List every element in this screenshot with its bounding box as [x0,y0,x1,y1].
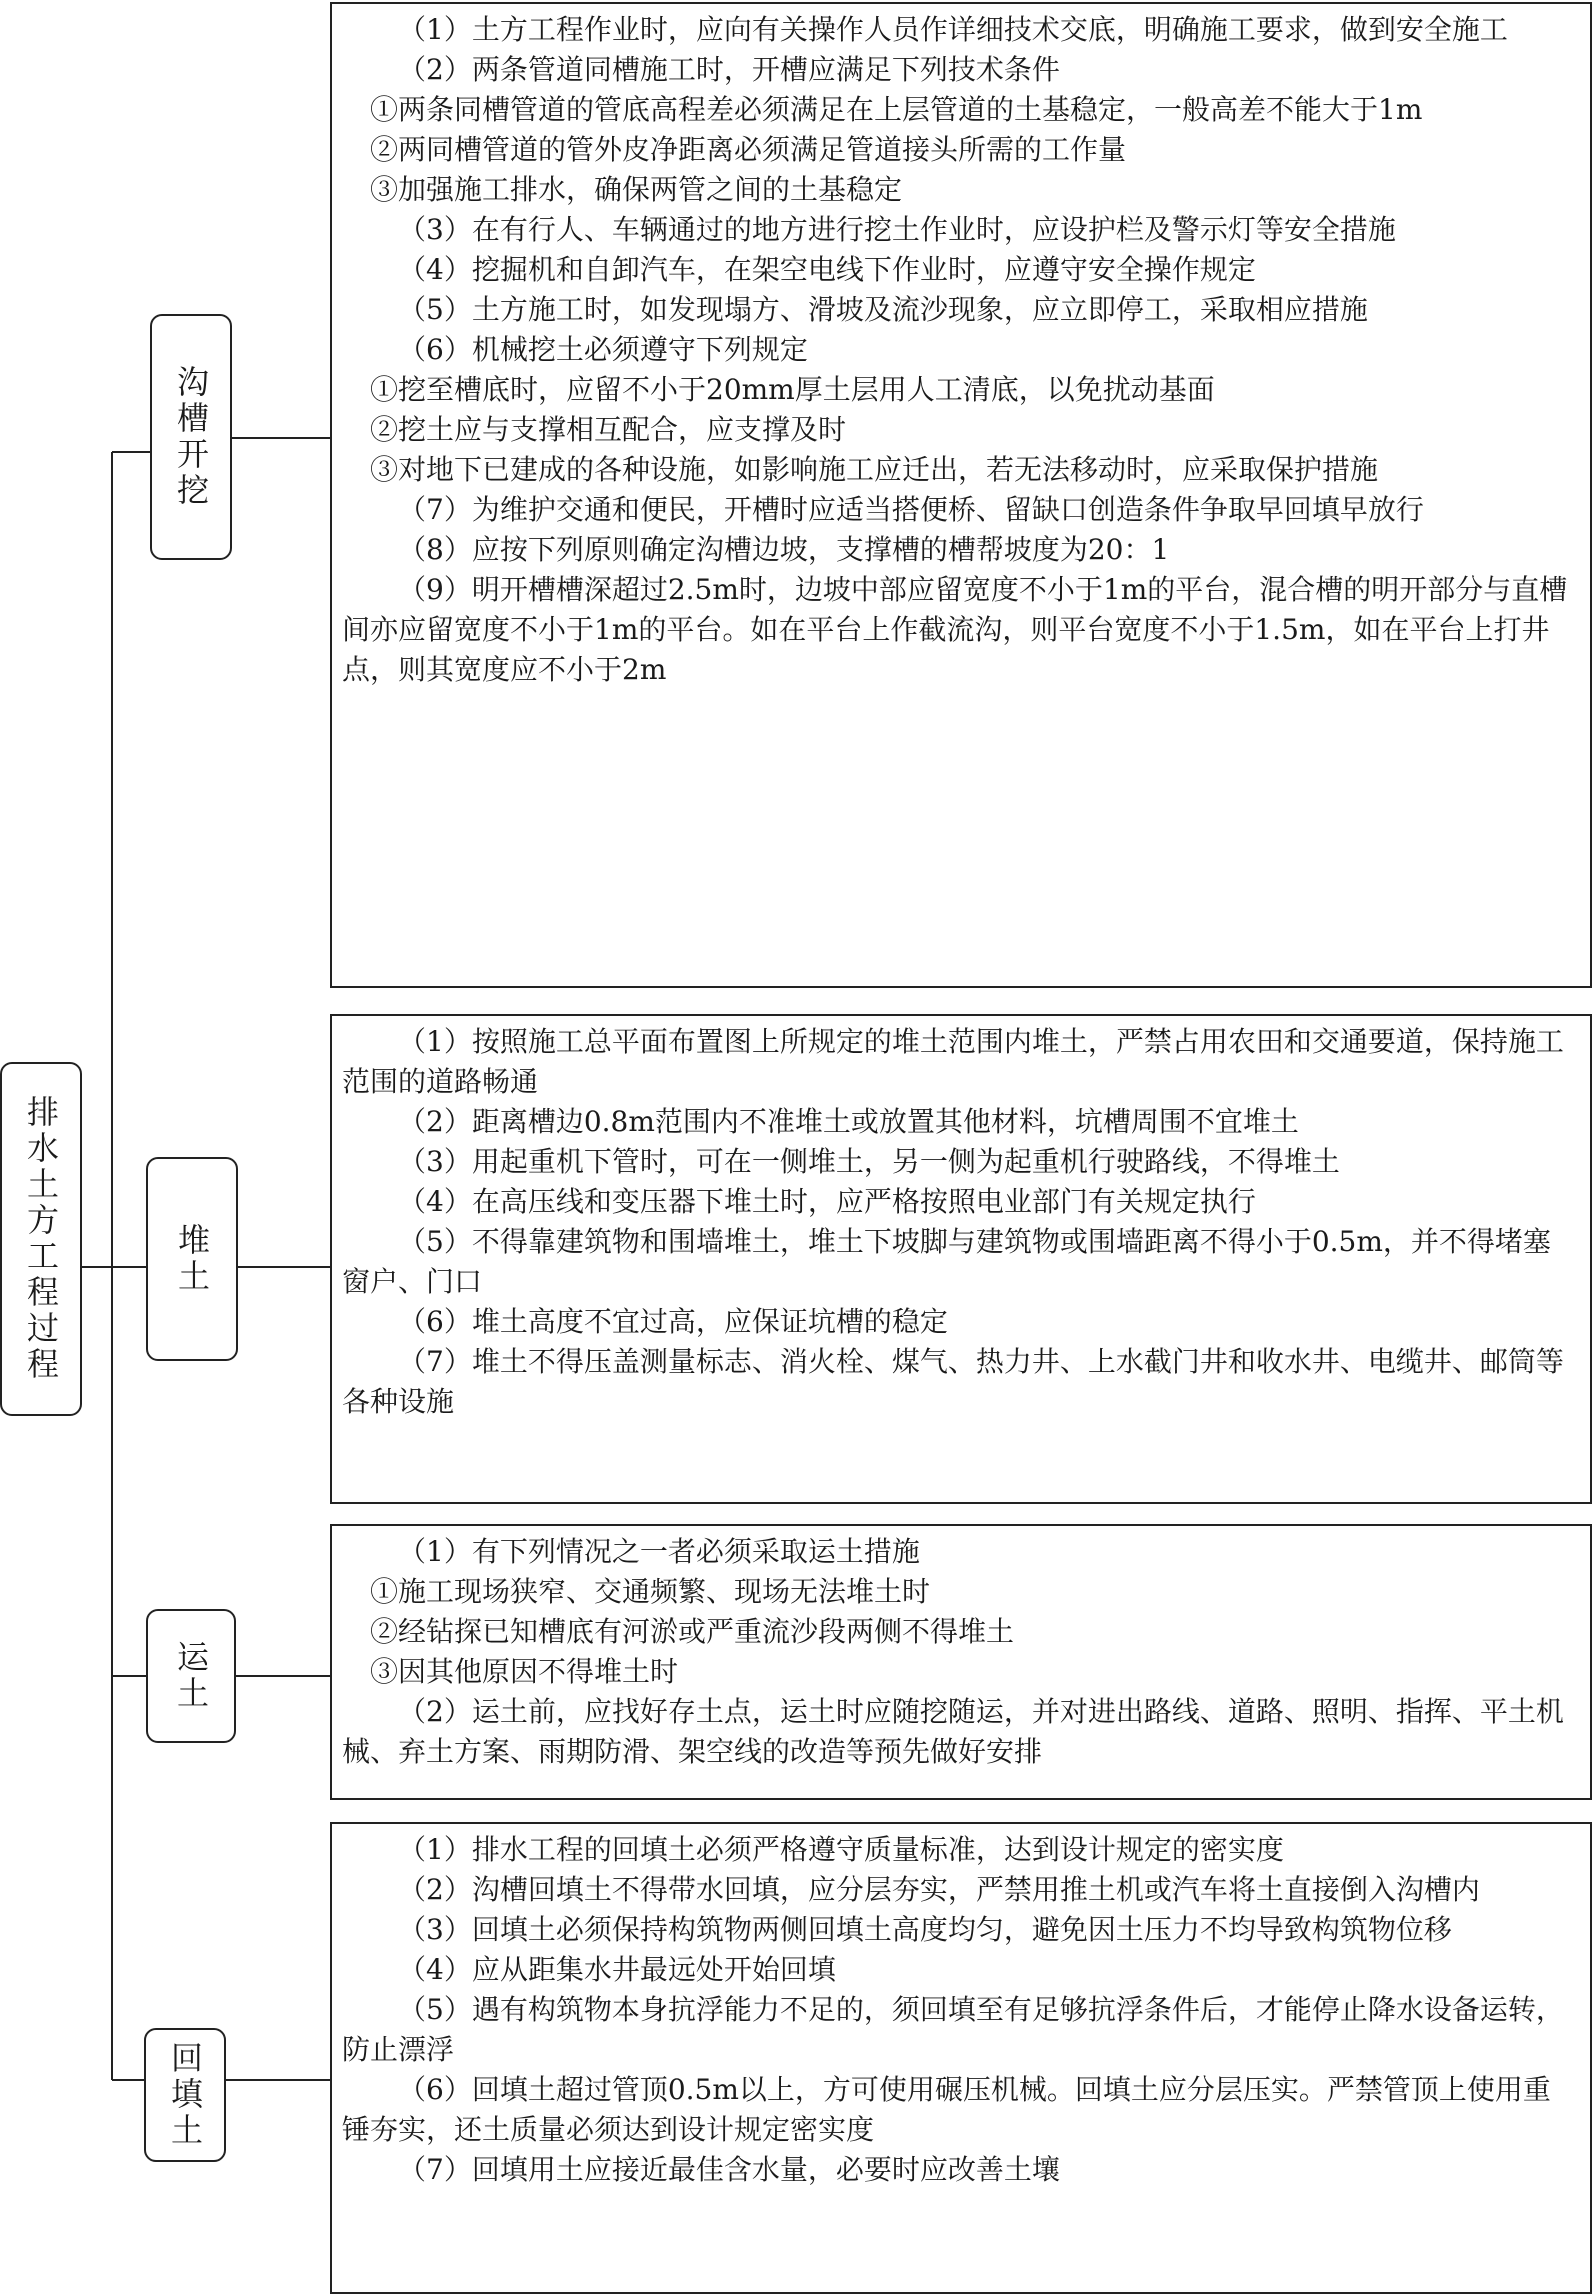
branch-node-soil-transport [146,1609,236,1743]
panel-sub-item: ③因其他原因不得堆土时 [370,1655,679,1688]
panel-item: （6）机械挖土必须遵守下列规定 [398,333,808,366]
panel-item: （1）排水工程的回填土必须严格遵守质量标准，达到设计规定的密实度 [398,1833,1284,1866]
panel-item: （3）回填土必须保持构筑物两侧回填土高度均匀，避免因土压力不均导致构筑物位移 [398,1913,1452,1946]
panel-item: （2）沟槽回填土不得带水回填，应分层夯实，严禁用推土机或汽车将土直接倒入沟槽内 [398,1873,1480,1906]
panel-item: （4）挖掘机和自卸汽车，在架空电线下作业时，应遵守安全操作规定 [398,253,1256,286]
panel-sub-item: ②两同槽管道的管外皮净距离必须满足管道接头所需的工作量 [370,133,1127,166]
panel-trench-excavation [330,2,1592,988]
panel-item: （7）为维护交通和便民，开槽时应适当搭便桥、留缺口创造条件争取早回填早放行 [398,493,1424,526]
panel-sub-item: ①施工现场狭窄、交通频繁、现场无法堆土时 [370,1575,931,1608]
panel-item: （3）在有行人、车辆通过的地方进行挖土作业时，应设护栏及警示灯等安全措施 [398,213,1396,246]
panel-sub-item: ③对地下已建成的各种设施，如影响施工应迁出，若无法移动时，应采取保护措施 [370,453,1379,486]
panel-sub-item: ②经钻探已知槽底有河淤或严重流沙段两侧不得堆土 [370,1615,1015,1648]
panel-item: （8）应按下列原则确定沟槽边坡，支撑槽的槽帮坡度为20：1 [398,533,1170,566]
panel-item: （7）堆土不得压盖测量标志、消火栓、煤气、热力井、上水截门井和收水井、电缆井、邮筒等各种设施 [342,1345,1564,1418]
panel-sub-item: ①挖至槽底时，应留不小于20mm厚土层用人工清底，以免扰动基面 [370,373,1215,406]
branch-node-trench-excavation [150,314,232,560]
branch-label: 堆土 [173,1223,211,1295]
panel-item: （2）距离槽边0.8m范围内不准堆土或放置其他材料，坑槽周围不宜堆土 [398,1105,1299,1138]
root-node [0,1062,82,1416]
panel-item: （5）土方施工时，如发现塌方、滑坡及流沙现象，应立即停工，采取相应措施 [398,293,1368,326]
panel-item: （2）运土前，应找好存土点，运土时应随挖随运，并对进出路线、道路、照明、指挥、平土机械、弃土方案、雨期防滑、架空线的改造等预先做好安排 [342,1695,1564,1768]
panel-backfill [330,1822,1592,2294]
panel-item: （1）有下列情况之一者必须采取运土措施 [398,1535,920,1568]
panel-soil-transport [330,1524,1592,1800]
branch-label: 沟槽开挖 [172,365,210,509]
panel-item: （7）回填用土应接近最佳含水量，必要时应改善土壤 [398,2153,1060,2186]
panel-item: （1）按照施工总平面布置图上所规定的堆土范围内堆土，严禁占用农田和交通要道，保持施工范围的道路畅通 [342,1025,1564,1098]
panel-sub-item: ②挖土应与支撑相互配合，应支撑及时 [370,413,847,446]
panel-soil-piling [330,1014,1592,1504]
panel-item: （2）两条管道同槽施工时，开槽应满足下列技术条件 [398,53,1060,86]
panel-item: （1）土方工程作业时，应向有关操作人员作详细技术交底，明确施工要求，做到安全施工 [398,13,1508,46]
panel-item: （9）明开槽槽深超过2.5m时，边坡中部应留宽度不小于1m的平台，混合槽的明开部分与直槽间亦应留宽度不小于1m的平台。如在平台上作截流沟，则平台宽度不小于1.5m，如在平台上打井点，则其宽度应不小于2m [342,573,1568,686]
panel-sub-item: ③加强施工排水，确保两管之间的土基稳定 [370,173,903,206]
panel-sub-item: ①两条同槽管道的管底高程差必须满足在上层管道的土基稳定，一般高差不能大于1m [370,93,1423,126]
panel-item: （5）不得靠建筑物和围墙堆土，堆土下坡脚与建筑物或围墙距离不得小于0.5m，并不得堵塞窗户、门口 [342,1225,1551,1298]
panel-item: （6）回填土超过管顶0.5m以上，方可使用碾压机械。回填土应分层压实。严禁管顶上使用重锤夯实，还土质量必须达到设计规定密实度 [342,2073,1551,2146]
panel-item: （3）用起重机下管时，可在一侧堆土，另一侧为起重机行驶路线，不得堆土 [398,1145,1340,1178]
branch-node-soil-piling [146,1157,238,1361]
panel-item: （4）在高压线和变压器下堆土时，应严格按照电业部门有关规定执行 [398,1185,1256,1218]
branch-label: 运土 [172,1640,210,1712]
panel-item: （6）堆土高度不宜过高，应保证坑槽的稳定 [398,1305,948,1338]
root-label: 排水土方工程过程 [22,1095,60,1383]
panel-item: （5）遇有构筑物本身抗浮能力不足的，须回填至有足够抗浮条件后，才能停止降水设备运转，防止漂浮 [342,1993,1564,2066]
branch-label: 回填土 [166,2041,204,2149]
branch-node-backfill [144,2028,226,2162]
panel-item: （4）应从距集水井最远处开始回填 [398,1953,836,1986]
